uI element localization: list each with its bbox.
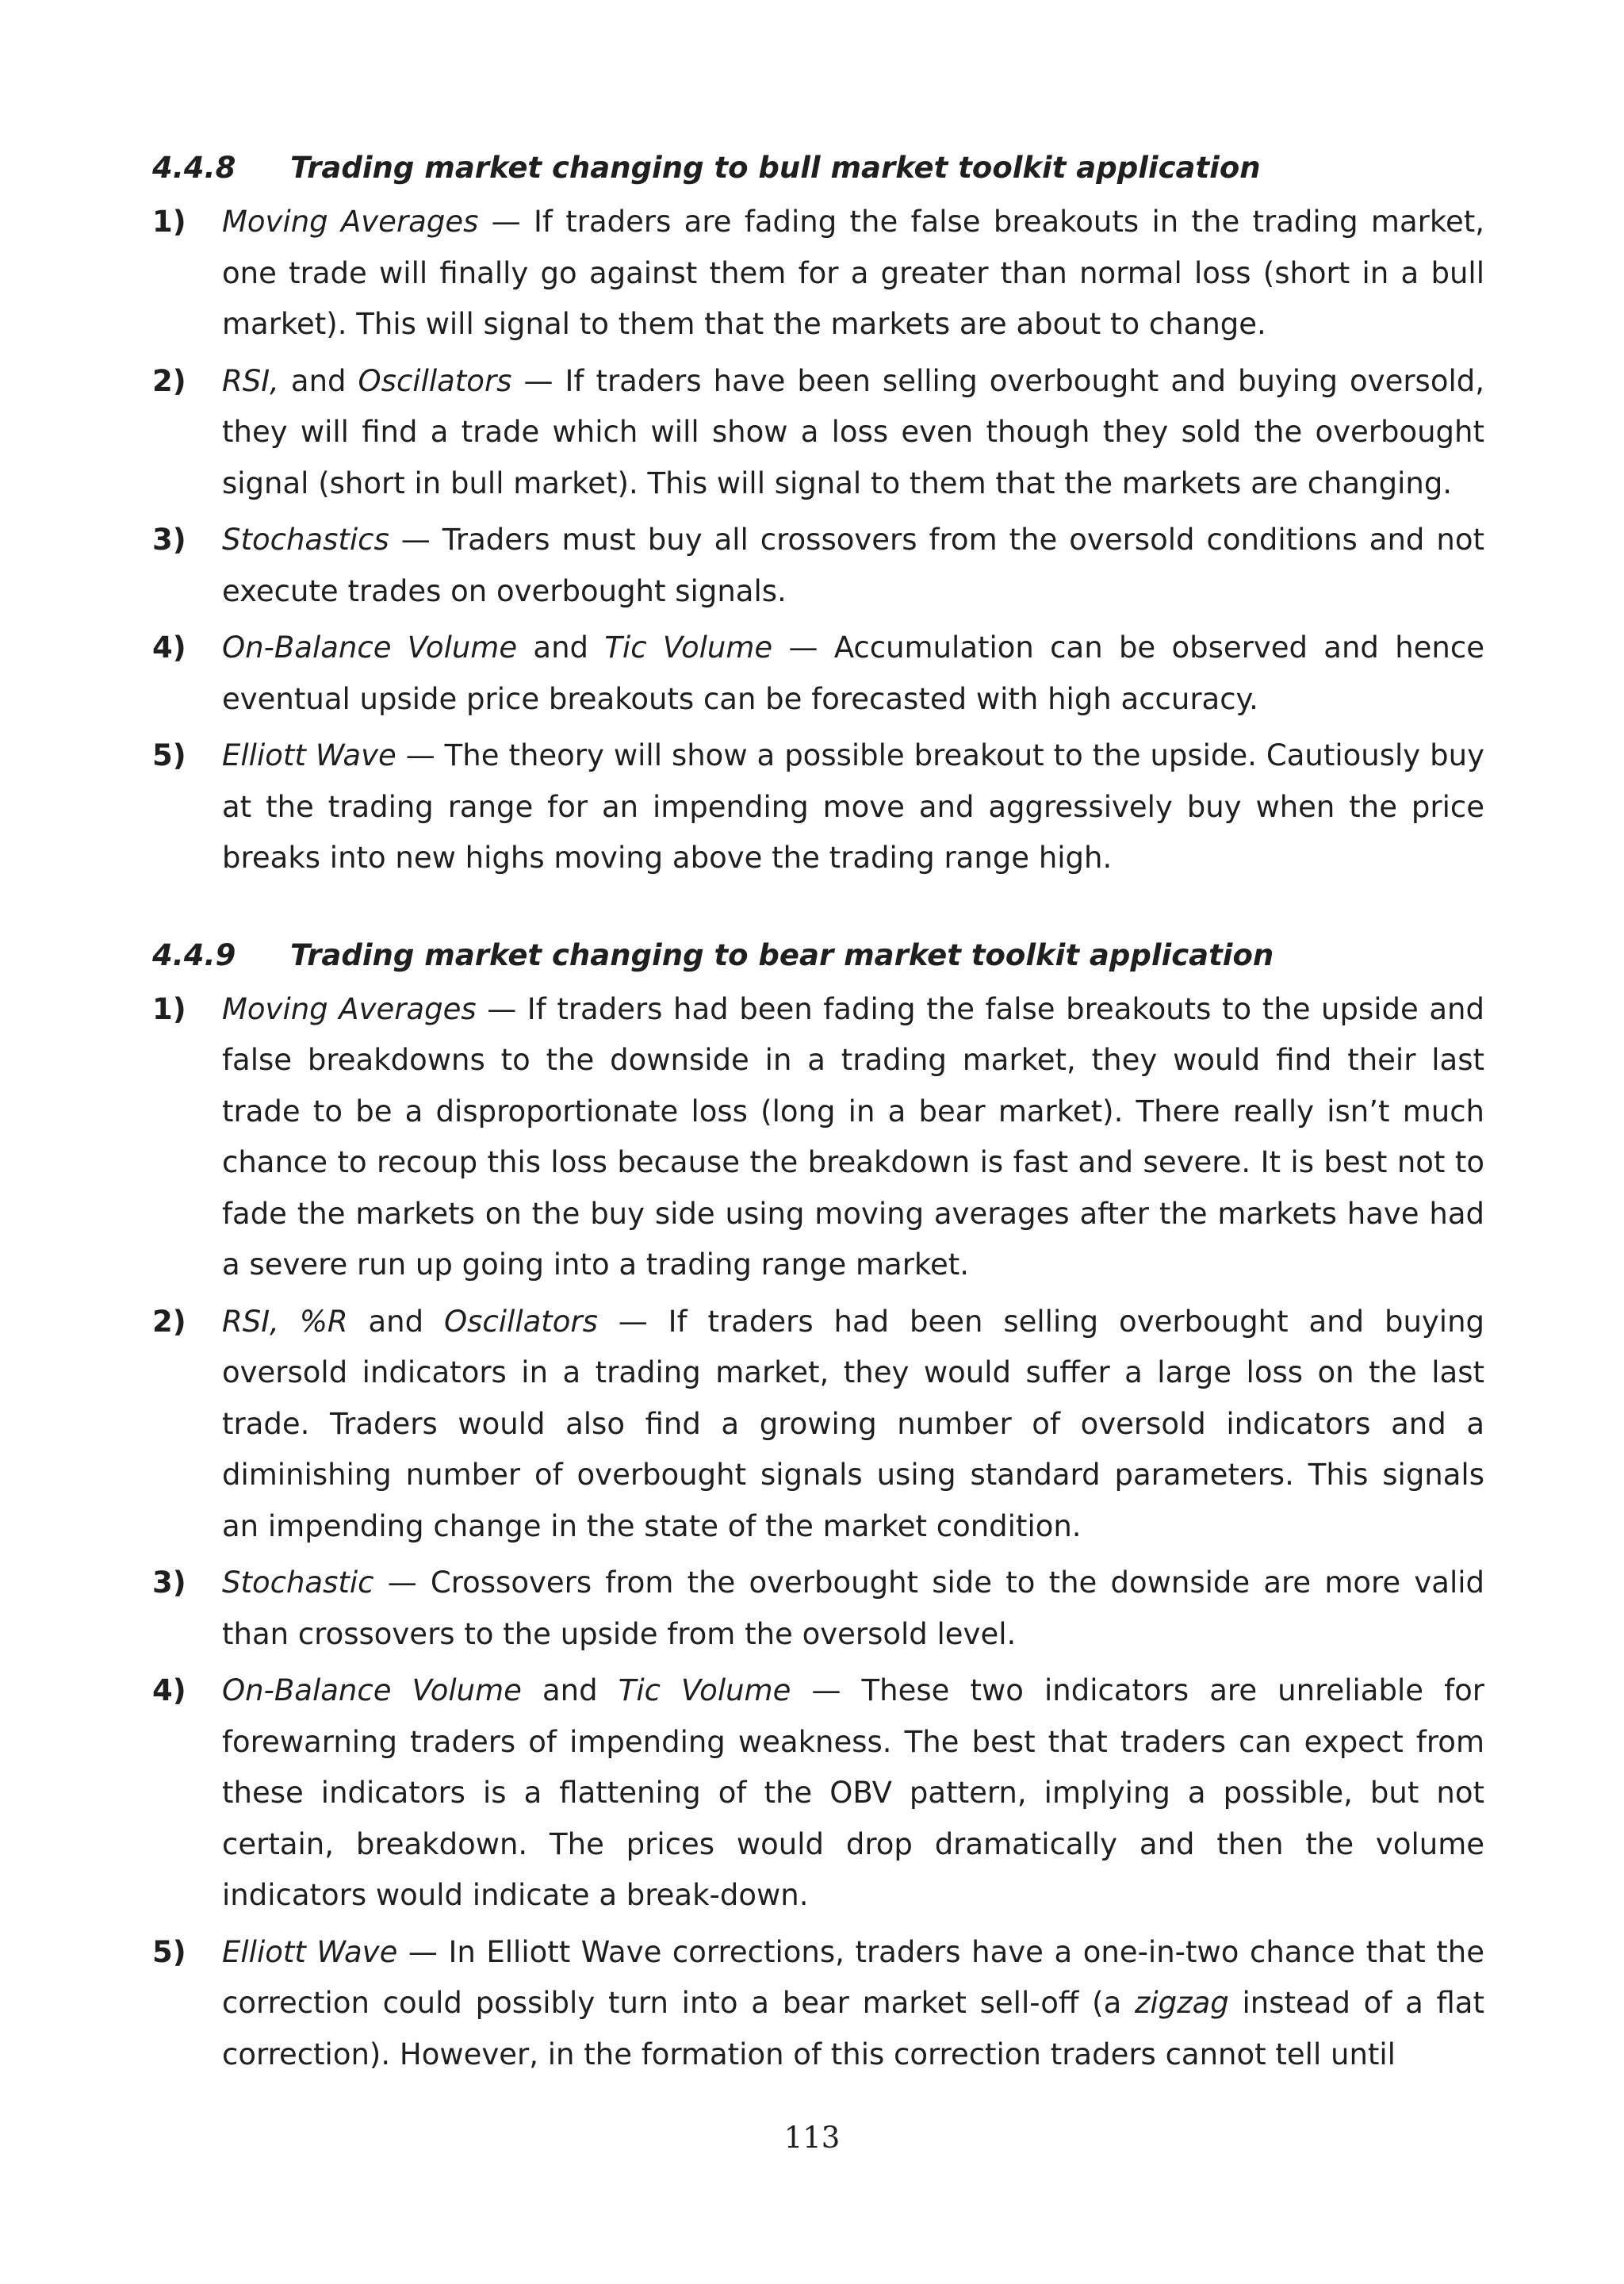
item-number: 5) <box>152 1934 186 1969</box>
section-title: Trading market changing to bull market toolkit application <box>290 151 1261 185</box>
term: Moving Averages <box>222 205 479 239</box>
term: RSI, %R <box>222 1304 348 1339</box>
item-text <box>222 1673 1484 1912</box>
term: Moving Averages <box>222 991 477 1026</box>
list-item <box>152 356 1484 510</box>
item-connector: and <box>521 1673 619 1707</box>
item-body: — Traders must buy all crossovers from the oversold conditions and not execute trades on overbought signals. <box>222 523 1484 608</box>
item-body: — In Elliott Wave corrections, traders have a one-in-two chance that the correction could possibly turn into a bear market sell-off (a <box>222 1934 1484 2020</box>
item-body: — If traders are fading the false breakouts in the trading market, one trade will finally go against them for a greater than normal loss (short in a bull market). This will signal to them that the markets are about to change. <box>222 205 1484 341</box>
term: Stochastic <box>222 1565 374 1600</box>
item-number: 2) <box>152 1304 186 1339</box>
item-number: 1) <box>152 205 186 239</box>
item-text <box>222 1565 1484 1651</box>
term: Tic Volume <box>604 630 773 665</box>
term: RSI, <box>222 363 279 398</box>
list-item <box>152 1665 1484 1922</box>
item-connector: and <box>517 630 605 665</box>
item-number: 3) <box>152 523 186 557</box>
item-number: 4) <box>152 630 186 665</box>
item-body: — If traders had been fading the false breakouts to the upside and false breakdowns to the downside in a trading market, they would find their last trade to be a disproportionate loss (long in a bear market). There really isn’t much chance to recoup this loss because the breakdown is fast and severe. It is best not to fade the markets on the buy side using moving averages after the markets have had a severe run up going into a trading range market. <box>222 991 1484 1282</box>
term: Tic Volume <box>618 1673 791 1707</box>
item-text <box>222 738 1484 875</box>
term: Stochastics <box>222 523 389 557</box>
section-4-4-8 <box>152 143 1484 884</box>
item-body: — If traders have been selling overbought and buying oversold, they will find a trade which will show a loss even though they sold the overbought signal (short in bull market). This will signal to them that the markets are changing. <box>222 363 1484 500</box>
item-connector: and <box>278 363 358 398</box>
item-body: — Crossovers from the overbought side to the downside are more valid than crossovers to the upside from the oversold level. <box>222 1565 1484 1651</box>
item-body: — The theory will show a possible breakout to the upside. Cautiously buy at the trading range for an impending move and aggressively buy when the price breaks into new highs moving above the trading range high. <box>222 738 1484 875</box>
section-number: 4.4.8 <box>152 151 236 185</box>
item-body: — If traders had been selling overbought and buying oversold indicators in a trading market, they would suffer a large loss on the last trade. Traders would also find a growing number of oversold indicators and a diminishing number of overbought signals using standard parameters. This signals an impending change in the state of the market condition. <box>222 1304 1485 1543</box>
section-number: 4.4.9 <box>152 937 236 972</box>
item-number: 3) <box>152 1565 186 1600</box>
item-number: 2) <box>152 363 186 398</box>
item-text <box>222 1935 1484 2071</box>
page-number: 113 <box>783 2121 841 2155</box>
item-number: 1) <box>152 991 186 1026</box>
term: Elliott Wave <box>222 1934 398 1969</box>
item-body: instead of a flat correction). However, in the formation of this correction traders cannot tell until <box>222 1986 1484 2071</box>
document-page <box>152 143 1484 2126</box>
list-item <box>152 1927 1484 2081</box>
list-item <box>152 515 1484 617</box>
term: Oscillators <box>444 1304 598 1339</box>
item-text <box>222 992 1484 1282</box>
item-text <box>222 1305 1484 1543</box>
item-body: — These two indicators are unreliable for forewarning traders of impending weakness. The best that traders can expect from these indicators is a flattening of the OBV pattern, implying a possible, but not certain, breakdown. The prices would drop dramatically and then the volume indicators would indicate a break-down. <box>222 1673 1484 1912</box>
list-item <box>152 197 1484 351</box>
list-item <box>152 1297 1484 1553</box>
item-number: 5) <box>152 738 186 772</box>
section-heading <box>152 143 1484 194</box>
list-item <box>152 730 1484 884</box>
list-item <box>152 623 1484 725</box>
item-connector: and <box>347 1304 445 1339</box>
item-text <box>222 205 1484 341</box>
item-text <box>222 364 1484 500</box>
item-body: — Accumulation can be observed and hence eventual upside price breakouts can be forecasted with high accuracy. <box>222 630 1484 716</box>
term: Oscillators <box>358 363 512 398</box>
term: On-Balance Volume <box>222 630 518 665</box>
list-item <box>152 1558 1484 1660</box>
term: On-Balance Volume <box>222 1673 522 1707</box>
section-4-4-9 <box>152 930 1484 2081</box>
item-text <box>222 523 1484 608</box>
section-heading <box>152 930 1484 981</box>
section-title: Trading market changing to bear market toolkit application <box>290 937 1274 972</box>
item-text <box>222 630 1484 716</box>
term: Elliott Wave <box>222 738 396 772</box>
item-number: 4) <box>152 1673 186 1707</box>
list-item <box>152 984 1484 1291</box>
term: zigzag <box>1134 1986 1229 2020</box>
